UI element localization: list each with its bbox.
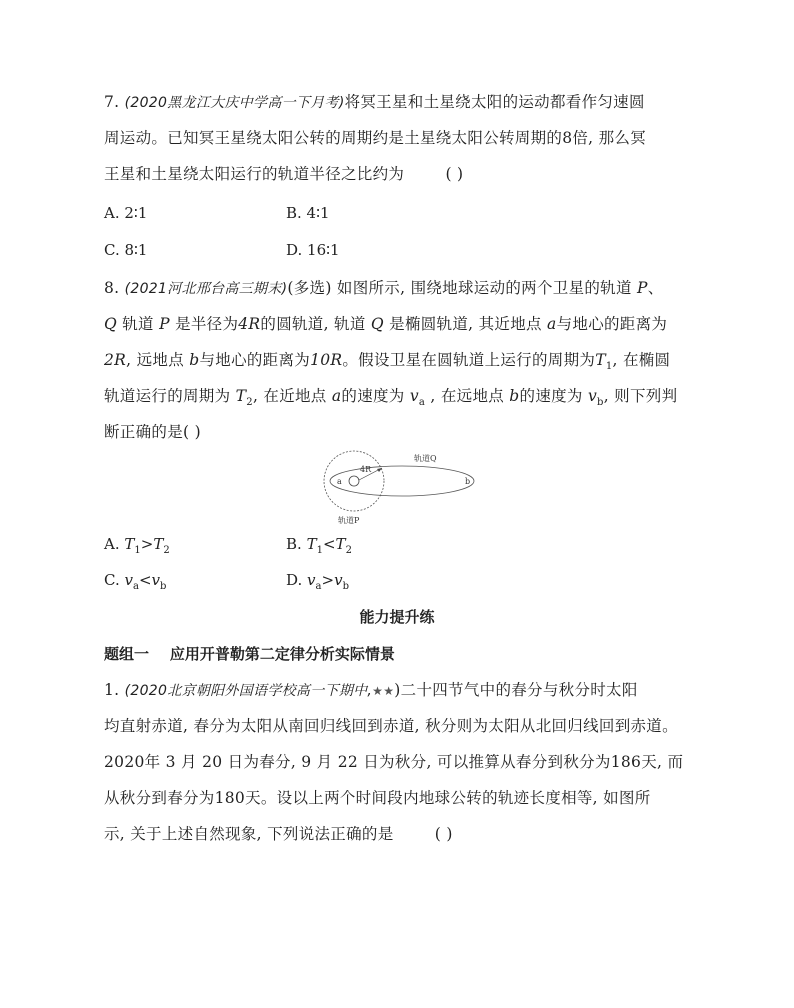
question-source: (2020北京朝阳外国语学校高一下期中, xyxy=(124,683,373,699)
period-symbol: T xyxy=(153,535,164,553)
question-text: 。假设卫星在圆轨道上运行的周期为 xyxy=(342,351,596,369)
subscript: 2 xyxy=(246,397,253,409)
question-text: 周运动。已知冥王星绕太阳公转的周期约是土星绕太阳公转周期的8倍, 那么冥 xyxy=(104,129,647,147)
answer-parentheses: ( ) xyxy=(445,165,464,183)
q7-line-3 xyxy=(104,164,463,184)
q8-line-3 xyxy=(104,350,670,377)
subscript: 1 xyxy=(605,361,613,373)
question-text: 轨道运行的周期为 xyxy=(104,387,231,405)
option-prefix: B. xyxy=(286,535,302,553)
q1-line-3 xyxy=(104,752,683,772)
difficulty-star-icon: ★★ xyxy=(372,684,395,698)
subscript: b xyxy=(342,581,349,592)
velocity-symbol: v xyxy=(334,571,343,589)
radius-symbol: 4R xyxy=(238,315,261,333)
orbit-q-symbol: Q xyxy=(370,315,384,333)
punctuation: 、 xyxy=(647,279,664,297)
period-symbol: T xyxy=(235,387,247,405)
comparison-operator: < xyxy=(138,571,152,589)
question-text: 是半径为 xyxy=(175,315,239,333)
q7-line-2 xyxy=(104,128,646,148)
q7-line-1 xyxy=(104,92,645,113)
subscript: a xyxy=(315,581,322,592)
period-symbol: T xyxy=(306,535,317,553)
question-text: 将冥王星和土星绕太阳的运动都看作匀速圆 xyxy=(344,93,645,111)
q8-line-1 xyxy=(104,278,664,299)
question-text: 轨道 xyxy=(122,315,154,333)
orbit-q-symbol: Q xyxy=(104,315,118,333)
q1-line-4 xyxy=(104,788,651,808)
question-text: 的速度为 xyxy=(519,387,583,405)
comparison-operator: > xyxy=(140,535,154,553)
q1-line-2 xyxy=(104,716,678,736)
subscript: 1 xyxy=(316,545,323,556)
option-prefix: A. xyxy=(104,535,120,553)
velocity-symbol: v xyxy=(151,571,161,589)
q1-line-5 xyxy=(104,824,453,844)
question-source: (2020黑龙江大庆中学高一下月考) xyxy=(124,95,345,111)
q8-option-d xyxy=(286,570,349,597)
distance-symbol: 2R xyxy=(104,351,127,369)
velocity-symbol: v xyxy=(587,387,598,405)
distance-symbol: 10R xyxy=(310,351,343,369)
velocity-symbol: v xyxy=(409,387,419,405)
question-number: 8. xyxy=(104,279,120,297)
q8-option-a xyxy=(104,534,170,561)
question-number: 1. xyxy=(104,681,120,699)
question-text: , 在近地点 xyxy=(252,387,327,405)
q8-line-2 xyxy=(104,314,667,334)
q8-option-b xyxy=(286,534,352,561)
answer-parentheses: ( ) xyxy=(434,825,453,843)
option-prefix: C. xyxy=(104,571,120,589)
question-text: , 在椭圆 xyxy=(612,351,671,369)
q7-option-a: A. 2∶1 xyxy=(104,204,148,222)
subscript: b xyxy=(597,397,604,409)
subscript: 2 xyxy=(163,545,170,556)
question-text: 与地心的距离为 xyxy=(556,315,668,333)
question-text: 2020年 3 月 20 日为春分, 9 月 22 日为秋分, 可以推算从春分到秋分为186天, 而 xyxy=(104,753,684,771)
question-text: 与地心的距离为 xyxy=(199,351,311,369)
orbit-q-label: 轨道Q xyxy=(414,454,437,463)
question-text: , 远地点 xyxy=(126,351,184,369)
q7-option-c: C. 8∶1 xyxy=(104,241,148,259)
velocity-symbol: v xyxy=(307,571,316,589)
q8-line-4 xyxy=(104,386,677,413)
point-b-label: b xyxy=(465,477,471,486)
orbit-p-label: 轨道P xyxy=(338,516,360,525)
subscript: a xyxy=(418,397,426,409)
question-text: 的速度为 xyxy=(341,387,405,405)
period-symbol: T xyxy=(335,535,346,553)
question-text: 断正确的是 xyxy=(104,423,184,441)
question-text: 从秋分到春分为180天。设以上两个时间段内地球公转的轨迹长度相等, 如图所 xyxy=(104,789,651,807)
subscript: 2 xyxy=(345,545,352,556)
section-title: 能力提升练 xyxy=(359,608,435,626)
point-a-label: a xyxy=(337,477,342,486)
group-title: 题组一 应用开普勒第二定律分析实际情景 xyxy=(104,645,395,663)
point-a-symbol: a xyxy=(331,387,342,405)
question-text: )二十四节气中的春分与秋分时太阳 xyxy=(394,681,638,699)
question-text: 均直射赤道, 春分为太阳从南回归线回到赤道, 秋分则为太阳从北回归线回到赤道。 xyxy=(104,717,678,735)
q7-option-b: B. 4∶1 xyxy=(286,204,330,222)
q8-line-5 xyxy=(104,422,201,442)
question-text: 王星和土星绕太阳运行的轨道半径之比约为 xyxy=(104,165,405,183)
subscript: a xyxy=(132,581,139,592)
orbit-diagram xyxy=(322,448,486,530)
question-text: , 在远地点 xyxy=(430,387,505,405)
period-symbol: T xyxy=(124,535,135,553)
arrow-head xyxy=(377,468,382,472)
question-text: , 则下列判 xyxy=(603,387,678,405)
question-source: (2021河北邢台高三期末) xyxy=(124,281,288,297)
orbit-p-symbol: P xyxy=(159,315,170,333)
radius-label: 4R xyxy=(360,465,372,474)
q8-option-c xyxy=(104,570,166,597)
comparison-operator: < xyxy=(322,535,336,553)
point-a-symbol: a xyxy=(547,315,557,333)
orbit-p-symbol: P xyxy=(637,279,648,297)
point-b-symbol: b xyxy=(189,351,200,369)
subscript: b xyxy=(160,581,167,592)
point-b-symbol: b xyxy=(509,387,520,405)
question-text: 示, 关于上述自然现象, 下列说法正确的是 xyxy=(104,825,394,843)
answer-parentheses: ( ) xyxy=(183,423,201,441)
option-prefix: D. xyxy=(286,571,303,589)
question-text: 的圆轨道, 轨道 xyxy=(260,315,366,333)
velocity-symbol: v xyxy=(124,571,133,589)
earth-circle xyxy=(349,476,359,486)
question-number: 7. xyxy=(104,93,120,111)
comparison-operator: > xyxy=(321,571,335,589)
question-text: 是椭圆轨道, 其近地点 xyxy=(389,315,542,333)
q1-line-1 xyxy=(104,680,638,701)
period-symbol: T xyxy=(595,351,606,369)
question-text: (多选) 如图所示, 围绕地球运动的两个卫星的轨道 xyxy=(287,279,632,297)
subscript: 1 xyxy=(134,545,141,556)
q7-option-d: D. 16∶1 xyxy=(286,241,340,259)
